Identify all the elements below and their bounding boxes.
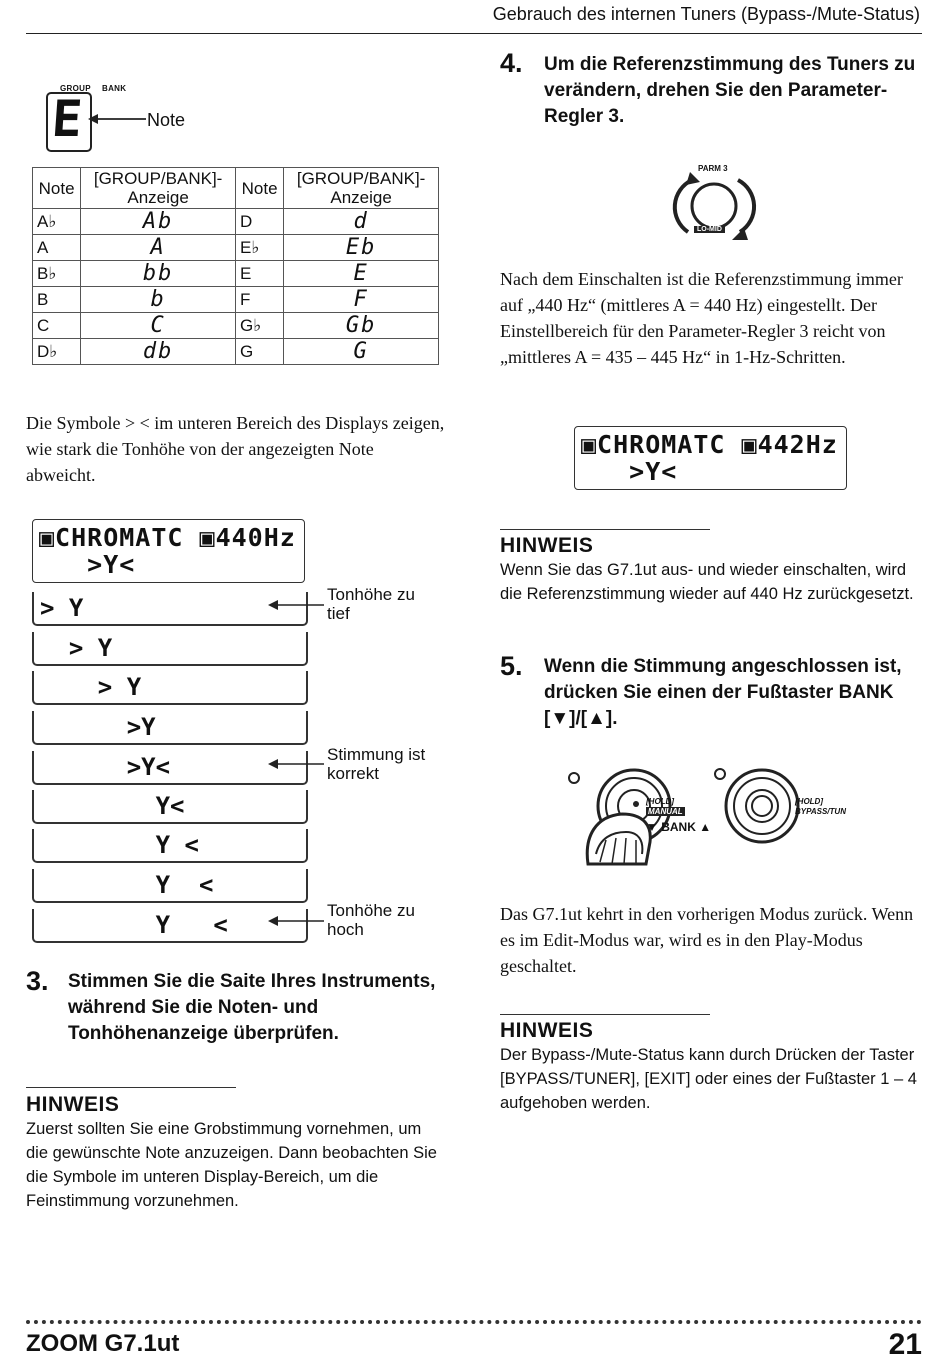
table-cell: db [81,339,236,365]
indicator-symbols: > Y [40,673,142,701]
indicator-row [32,869,308,903]
table-cell: E [235,261,283,287]
table-cell: E [284,261,439,287]
indicator-symbols: >Y [40,713,156,741]
indicator-symbols: Y < [40,831,199,859]
ref-tuner-display [574,426,847,490]
return-paragraph: Das G7.1ut kehrt in den vorherigen Modus zurück. Wenn es im Edit-Modus war, wird es in den Play-Modus geschaltet. [500,904,914,976]
tuner-display-line1: ▣CHROMATC ▣440Hz [39,523,296,552]
table-cell: G♭ [235,313,283,339]
symbols-paragraph: Die Symbole > < im unteren Bereich des Displays zeigen, wie stark die Tonhöhe von der angezeigten Note abweicht. [26,413,445,485]
note-label: Note [147,110,186,130]
indicator-row [32,829,308,863]
page-number: 21 [888,1328,922,1361]
tuner-display-line2: >Y< [39,550,136,579]
group-tag: GROUP [60,84,91,93]
left-manual-label: MANUAL [648,807,683,816]
step3-number: 3. [26,966,49,996]
note-table [32,167,439,365]
ref-display-line2: >Y< [581,457,678,486]
hinweis-rule [500,529,710,530]
callout-too-low: Tonhöhe zu tief [327,585,415,623]
knob-top-label: PARM 3 [698,164,728,173]
table-cell: d [284,209,439,235]
indicator-row [32,790,308,824]
footswitch-illustration [566,766,866,866]
table-cell: bb [81,261,236,287]
table-row [33,261,439,287]
footer-model: ZOOM G7.1ut [26,1330,180,1357]
knob-bottom-label: LO-MID [694,226,725,233]
table-cell: B♭ [33,261,81,287]
hinweis3-title: HINWEIS [500,1019,594,1042]
callout-arrow-icon [268,914,324,928]
table-row [33,209,439,235]
table-cell: G [235,339,283,365]
left-hold-label: [HOLD] [646,797,674,806]
table-cell: Gb [284,313,439,339]
parm3-knob[interactable] [668,160,760,240]
indicator-row [32,751,308,785]
step5-number: 5. [500,651,523,681]
step3-text: Stimmen Sie die Saite Ihres Instruments, während Sie die Noten- und Tonhöhenanzeige überprüfen. [68,971,436,1044]
hinweis-rule [500,1014,710,1015]
right-bypass-label: BYPASS/TUN [795,807,846,816]
tuner-display [32,519,305,583]
footer-divider [26,1320,922,1324]
callout-correct: Stimmung ist korrekt [327,745,426,783]
header-rule [26,33,922,34]
reference-paragraph: Nach dem Einschalten ist die Referenzstimmung immer auf „440 Hz“ (mittleres A = 440 Hz) eingestellt. Der Einstellbereich für den Parameter-Regler 3 reicht von „mittleres A = 435 – 445 Hz“ in 1-Hz-Schritten. [500,269,903,367]
hinweis2-title: HINWEIS [500,534,594,557]
indicator-symbols: > Y [40,634,113,662]
indicator-symbols: > Y [40,594,84,622]
hinweis-rule [26,1087,236,1088]
indicator-row [32,909,308,943]
step5-text: Wenn die Stimmung angeschlossen ist, drücken Sie einen der Fußtaster BANK [▼]/[▲]. [544,656,902,729]
hinweis3-text: Der Bypass-/Mute-Status kann durch Drücken der Taster [BYPASS/TUNER], [EXIT] oder eines der Fußtaster 1 – 4 aufgehoben werden. [500,1046,917,1112]
table-cell: F [235,287,283,313]
indicator-symbols: >Y< [40,753,171,781]
table-cell: A [81,235,236,261]
bank-label: ▼ BANK ▲ [646,820,712,834]
note-lcd-char: E [49,90,85,148]
step4-text: Um die Referenzstimmung des Tuners zu verändern, drehen Sie den Parameter-Regler 3. [544,54,916,127]
table-cell: B [33,287,81,313]
table-header-note: Note [235,168,283,209]
indicator-row [32,711,308,745]
table-cell: b [81,287,236,313]
table-row [33,235,439,261]
callout-arrow-icon [268,598,324,612]
hinweis2-text: Wenn Sie das G7.1ut aus- und wieder einschalten, wird die Referenzstimmung wieder auf 440 Hz zurückgesetzt. [500,561,914,603]
bank-tag: BANK [102,84,127,93]
indicator-row [32,592,308,626]
table-header-display: [GROUP/BANK]-Anzeige [284,168,439,209]
indicator-symbols: Y < [40,871,214,899]
table-cell: A♭ [33,209,81,235]
page-header-title: Gebrauch des internen Tuners (Bypass-/Mute-Status) [492,4,920,24]
table-cell: F [284,287,439,313]
table-row [33,287,439,313]
hinweis1-text: Zuerst sollten Sie eine Grobstimmung vornehmen, um die gewünschte Note anzuzeigen. Dann beobachten Sie die Symbole im unteren Display-Bereich, um die Feinstimmung vorzunehmen. [26,1120,437,1210]
table-header-display: [GROUP/BANK]-Anzeige [81,168,236,209]
indicator-row [32,671,308,705]
callout-too-high: Tonhöhe zu hoch [327,901,415,939]
indicator-symbols: Y < [40,911,228,939]
hinweis1-title: HINWEIS [26,1093,120,1116]
table-cell: C [33,313,81,339]
indicator-symbols: Y< [40,792,185,820]
ref-display-line1: ▣CHROMATC ▣442Hz [581,430,838,459]
table-cell: E♭ [235,235,283,261]
note-arrow-icon [88,112,146,126]
step4-number: 4. [500,48,523,78]
callout-arrow-icon [268,757,324,771]
indicator-row [32,632,308,666]
table-row [33,339,439,365]
table-cell: A [33,235,81,261]
table-row [33,313,439,339]
note-lcd-digit [46,92,92,152]
table-cell: C [81,313,236,339]
table-cell: Eb [284,235,439,261]
table-cell: D [235,209,283,235]
right-hold-label: [HOLD] [795,797,823,806]
table-cell: G [284,339,439,365]
table-cell: D♭ [33,339,81,365]
table-cell: Ab [81,209,236,235]
table-header-note: Note [33,168,81,209]
